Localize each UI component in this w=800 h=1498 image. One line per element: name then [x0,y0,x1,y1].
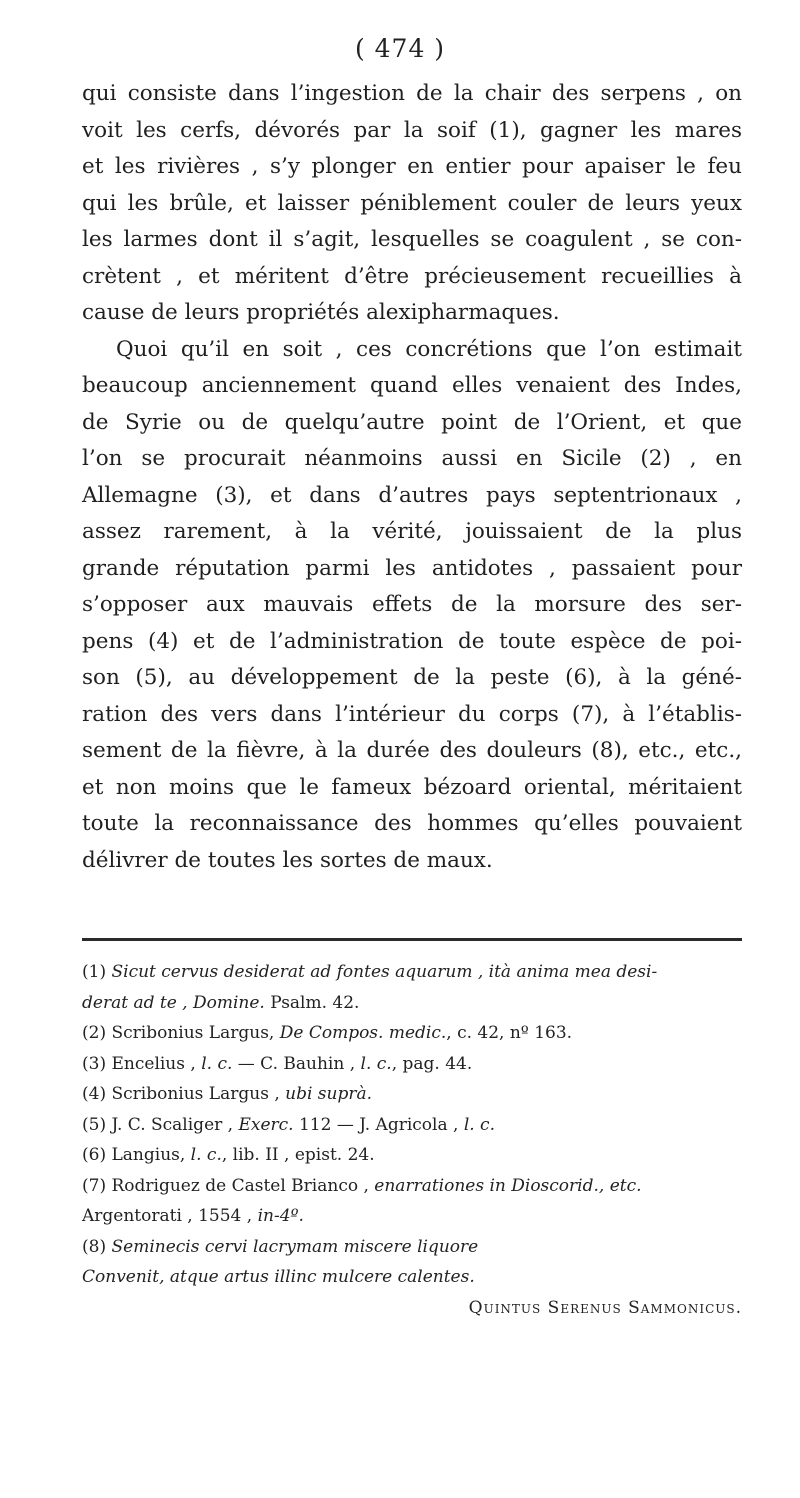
main-text [82,76,742,879]
footnote-text: derat ad te , Domine. [82,992,265,1013]
text-line: Allemagne (3), et dans d’autres pays septentrionaux , [82,482,742,508]
text-line: assez rarement, à la vérité, jouissaient de la plus [82,519,742,544]
footnote-number: (3) [82,1053,107,1074]
footnote-text: J. C. Scaliger , [106,1114,239,1135]
footnote-verse: Seminecis cervi lacrymam miscere liquore [106,1236,479,1257]
page-number: ( 474 ) [354,34,446,63]
text-line: son (5), au développement de la peste (6), à la géné- [82,665,742,690]
footnote-4 [82,1079,742,1110]
footnote-number: (1) [82,962,107,982]
footnote-number: (2) [82,1023,107,1043]
footnote-text: Psalm. 42. [264,992,360,1013]
footnote-3 [82,1049,742,1080]
footnote-1-cont [82,988,742,1019]
footnote-1 [82,957,742,988]
footnote-text: , pag. 44. [391,1053,473,1074]
footnote-text: Sicut cervus desiderat ad fontes aquarum , ità anima mea desi- [111,962,658,982]
footnote-8-attribution: Quintus Serenus Sammonicus. [468,1297,742,1318]
footnote-text: Langius, [106,1145,191,1165]
footnote-divider [82,938,742,941]
text-line: ration des vers dans l’intérieur du corps (7), à l’établis- [82,701,742,727]
footnote-text: l. c. [190,1145,222,1165]
footnote-2 [82,1018,742,1049]
footnote-number: (5) [82,1114,107,1135]
footnote-number: (8) [82,1236,107,1257]
footnote-text: l. c. [463,1114,495,1135]
footnote-text: enarrationes in Dioscorid., etc. [374,1175,642,1196]
footnote-text: Encelius , [106,1053,202,1074]
footnote-text: l. c. [201,1053,233,1074]
text-line: les larmes dont il s’agit, lesquelles se coagulent , se con- [82,227,742,252]
footnote-text: — C. Bauhin , [232,1053,361,1074]
footnote-number: (4) [82,1084,107,1104]
footnotes [82,957,742,1323]
footnote-6 [82,1140,742,1171]
footnote-text: De Compos. medic. [279,1023,447,1043]
footnote-text: Scribonius Largus, [106,1023,280,1043]
text-line: et non moins que le fameux bézoard oriental, méritaient [82,774,742,800]
text-line: l’on se procurait néanmoins aussi en Sicile (2) , en [82,446,742,471]
footnote-text: , c. 42, nº 163. [446,1023,573,1043]
text-line: cause de leurs propriétés alexipharmaques. [82,300,560,325]
footnote-text: , lib. II , epist. 24. [221,1145,375,1165]
footnote-7 [82,1171,742,1202]
footnote-number: (7) [82,1175,107,1196]
footnote-8 [82,1232,742,1263]
footnote-8-cont [82,1262,742,1293]
footnote-5 [82,1110,742,1141]
text-line: grande réputation parmi les antidotes , passaient pour [82,555,742,581]
text-line: sement de la fièvre, à la durée des douleurs (8), etc., etc., [82,738,742,763]
text-line: qui consiste dans l’ingestion de la chair des serpens , on [82,81,742,106]
footnote-text: ubi suprà. [285,1084,373,1104]
text-line: pens (4) et de l’administration de toute espèce de poi- [82,628,742,654]
footnote-number: (6) [82,1145,107,1165]
text-line: beaucoup anciennement quand elles venaient des Indes, [82,373,742,398]
footnote-7-cont [82,1201,742,1232]
footnote-text: 112 — J. Agricola , [293,1114,464,1135]
text-line: toute la reconnaissance des hommes qu’elles pouvaient [82,811,742,836]
footnote-text: in-4º. [257,1206,304,1226]
text-line: crètent , et méritent d’être précieusement recueillies à [82,263,742,289]
footnote-text: Argentorati , 1554 , [82,1206,258,1226]
footnote-text: Rodriguez de Castel Brianco , [106,1175,375,1196]
text-line: et les rivières , s’y plonger en entier pour apaiser le feu [82,154,742,179]
footnote-verse: Convenit, atque artus illinc mulcere calentes. [82,1267,475,1287]
footnote-text: l. c. [360,1053,392,1074]
text-line: s’opposer aux mauvais effets de la morsure des ser- [82,592,742,617]
footnote-text: Exerc. [238,1114,294,1135]
text-line: délivrer de toutes les sortes de maux. [82,847,493,873]
text-line: voit les cerfs, dévorés par la soif (1), gagner les mares [82,117,742,143]
text-line: de Syrie ou de quelqu’autre point de l’Orient, et que [82,409,742,435]
text-line: qui les brûle, et laisser péniblement couler de leurs yeux [82,190,742,216]
footnote-text: Scribonius Largus , [106,1084,286,1104]
text-line-paragraph-start: Quoi qu’il en soit , ces concrétions que l’on estimait [116,336,742,362]
